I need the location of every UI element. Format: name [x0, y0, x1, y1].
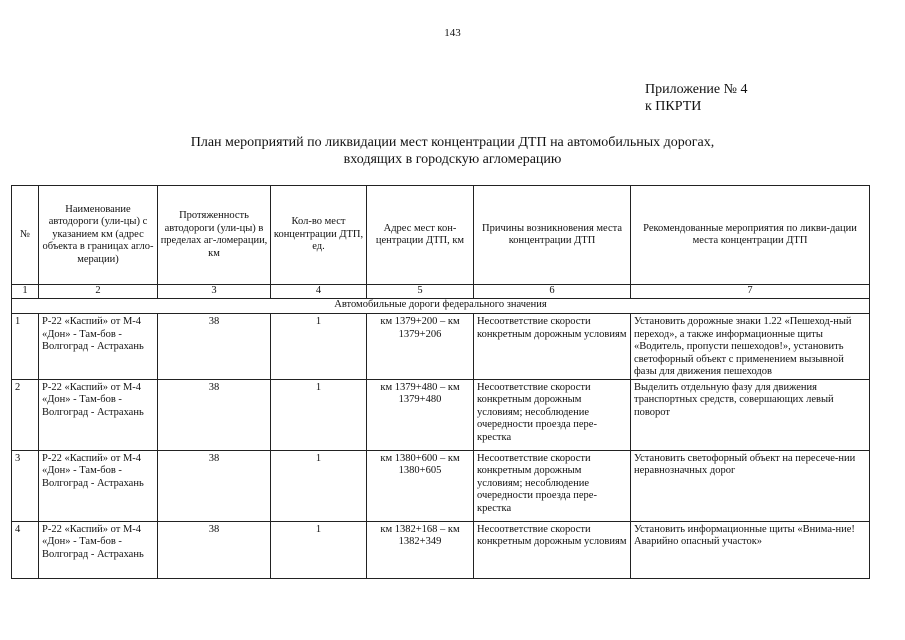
column-number: 1: [12, 285, 39, 299]
document-title-line-1: План мероприятий по ликвидации мест концентрации ДТП на автомобильных дорогах,: [190, 135, 715, 150]
header-spot-address: Адрес мест кон-центрации ДТП, км: [367, 186, 474, 285]
header-causes: Причины возникновения места концентрации ДТП: [474, 186, 631, 285]
road-name: Р-22 «Каспий» от М-4 «Дон» - Там-бов - Волгоград - Астрахань: [39, 379, 158, 450]
table-header-row: [12, 186, 870, 285]
header-measures: Рекомендованные мероприятия по ликви-дации места концентрации ДТП: [631, 186, 870, 285]
road-length: 38: [158, 450, 271, 521]
accident-cause: Несоответствие скорости конкретным дорожным условиям: [474, 314, 631, 380]
recommended-measure: Установить информационные щиты «Внима-ние! Аварийно опасный участок»: [631, 521, 870, 578]
header-spot-count: Кол-во мест концентрации ДТП, ед.: [271, 186, 367, 285]
appendix-line-1: Приложение № 4: [645, 82, 748, 97]
table-row: [12, 314, 870, 380]
appendix-line-2: к ПКРТИ: [645, 99, 702, 114]
page-number: 143: [444, 27, 461, 39]
document-title: [0, 134, 905, 168]
table-row: [12, 379, 870, 450]
road-name: Р-22 «Каспий» от М-4 «Дон» - Там-бов - Волгоград - Астрахань: [39, 521, 158, 578]
column-number: 4: [271, 285, 367, 299]
header-number: №: [12, 186, 39, 285]
measures-table: [11, 185, 870, 579]
column-number: 2: [39, 285, 158, 299]
road-name: Р-22 «Каспий» от М-4 «Дон» - Там-бов - Волгоград - Астрахань: [39, 314, 158, 380]
recommended-measure: Выделить отдельную фазу для движения транспортных средств, совершающих левый поворот: [631, 379, 870, 450]
spot-count: 1: [271, 521, 367, 578]
column-number: 5: [367, 285, 474, 299]
recommended-measure: Установить светофорный объект на пересече-нии неравнозначных дорог: [631, 450, 870, 521]
spot-count: 1: [271, 450, 367, 521]
spot-count: 1: [271, 379, 367, 450]
spot-count: 1: [271, 314, 367, 380]
section-row: [12, 299, 870, 314]
accident-cause: Несоответствие скорости конкретным дорожным условиям; несоблюдение очередности проезда пере-крестка: [474, 450, 631, 521]
column-number: 3: [158, 285, 271, 299]
road-name: Р-22 «Каспий» от М-4 «Дон» - Там-бов - Волгоград - Астрахань: [39, 450, 158, 521]
table-row: [12, 521, 870, 578]
spot-address: км 1382+168 – км 1382+349: [367, 521, 474, 578]
table-row: [12, 450, 870, 521]
header-road-length: Протяженность автодороги (ули-цы) в пределах аг-ломерации, км: [158, 186, 271, 285]
row-number: 1: [12, 314, 39, 380]
row-number: 2: [12, 379, 39, 450]
spot-address: км 1379+480 – км 1379+480: [367, 379, 474, 450]
spot-address: км 1379+200 – км 1379+206: [367, 314, 474, 380]
road-length: 38: [158, 314, 271, 380]
accident-cause: Несоответствие скорости конкретным дорожным условиям: [474, 521, 631, 578]
road-length: 38: [158, 521, 271, 578]
row-number: 3: [12, 450, 39, 521]
column-number-row: [12, 285, 870, 299]
section-heading: Автомобильные дороги федерального значения: [12, 299, 870, 314]
road-length: 38: [158, 379, 271, 450]
header-road-name: Наименование автодороги (ули-цы) с указанием км (адрес объекта в границах агло-мерации): [39, 186, 158, 285]
row-number: 4: [12, 521, 39, 578]
recommended-measure: Установить дорожные знаки 1.22 «Пешеход-ный переход», а также информационные щиты «Водитель, пропусти пешеходов!», установить светофорный объект с применением вызывной фазы для движения пешеходов: [631, 314, 870, 380]
column-number: 7: [631, 285, 870, 299]
column-number: 6: [474, 285, 631, 299]
spot-address: км 1380+600 – км 1380+605: [367, 450, 474, 521]
appendix-reference: [645, 81, 748, 115]
accident-cause: Несоответствие скорости конкретным дорожным условиям; несоблюдение очередности проезда пере-крестка: [474, 379, 631, 450]
document-title-line-2: входящих в городскую агломерацию: [343, 152, 562, 167]
